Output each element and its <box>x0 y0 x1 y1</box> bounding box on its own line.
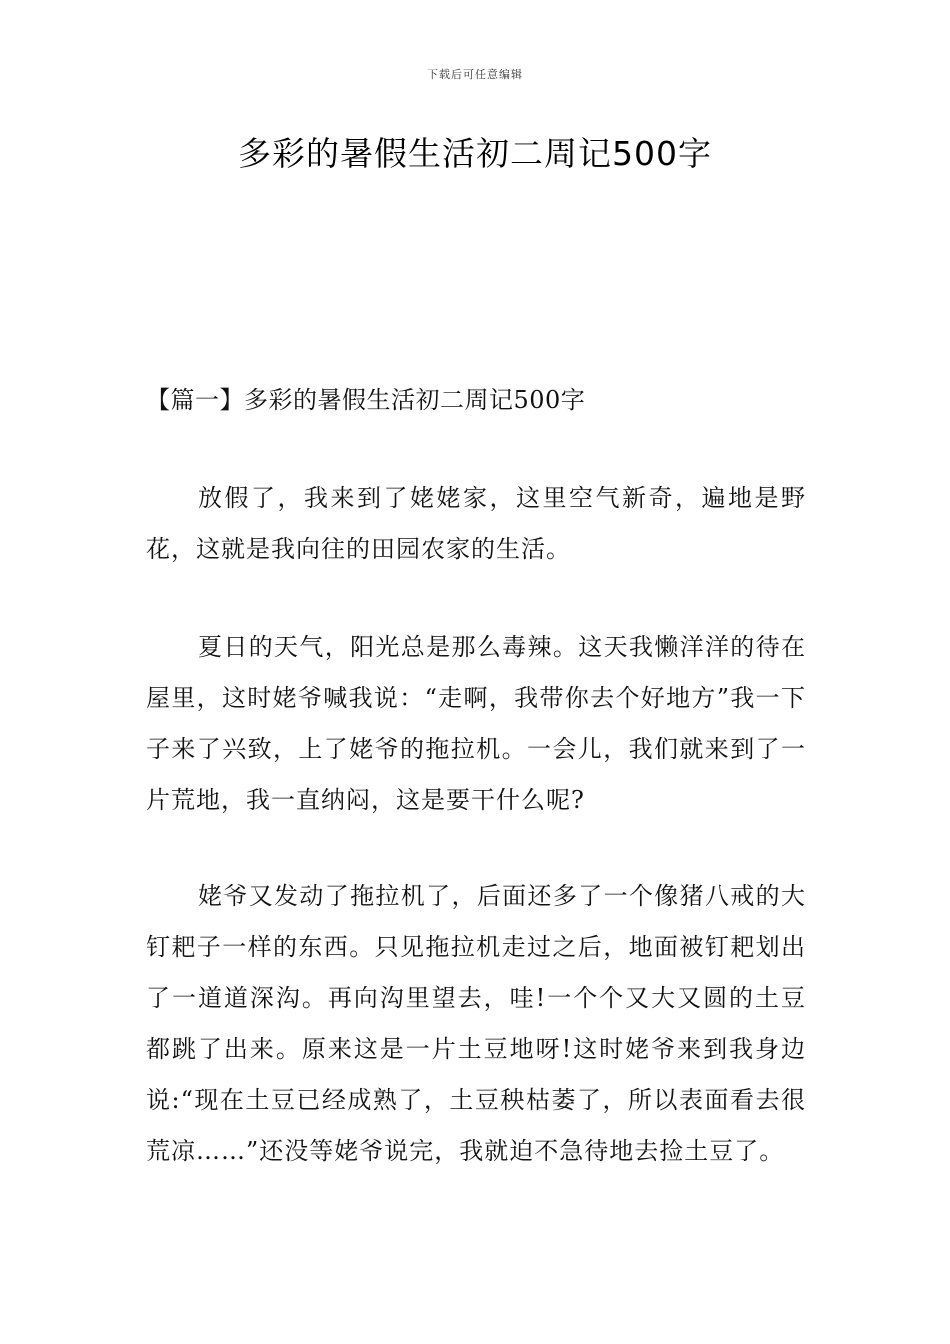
page-title: 多彩的暑假生活初二周记500字 <box>238 134 712 173</box>
header-note: 下载后可任意编辑 <box>427 68 523 81</box>
paragraph-1: 放假了，我来到了姥姥家，这里空气新奇，遍地是野花，这就是我向往的田园农家的生活。 <box>146 484 806 563</box>
section-heading: 【篇一】多彩的暑假生活初二周记500字 <box>146 386 586 414</box>
paragraph-3: 姥爷又发动了拖拉机了，后面还多了一个像猪八戒的大钉耙子一样的东西。只见拖拉机走过之后，地面被钉耙划出了一道道深沟。再向沟里望去，哇!一个个又大又圆的土豆都跳了出来。原来这是一片土豆地呀!这时姥爷来到我身边说:“现在土豆已经成熟了，土豆秧枯萎了，所以表面看去很荒凉……”还没等姥爷说完，我就迫不急待地去捡土豆了。 <box>146 882 806 1165</box>
paragraph-2: 夏日的天气，阳光总是那么毒辣。这天我懒洋洋的待在屋里，这时姥爷喊我说：“走啊，我带你去个好地方”我一下子来了兴致，上了姥爷的拖拉机。一会儿，我们就来到了一片荒地，我一直纳闷，这是要干什么呢? <box>146 633 806 814</box>
